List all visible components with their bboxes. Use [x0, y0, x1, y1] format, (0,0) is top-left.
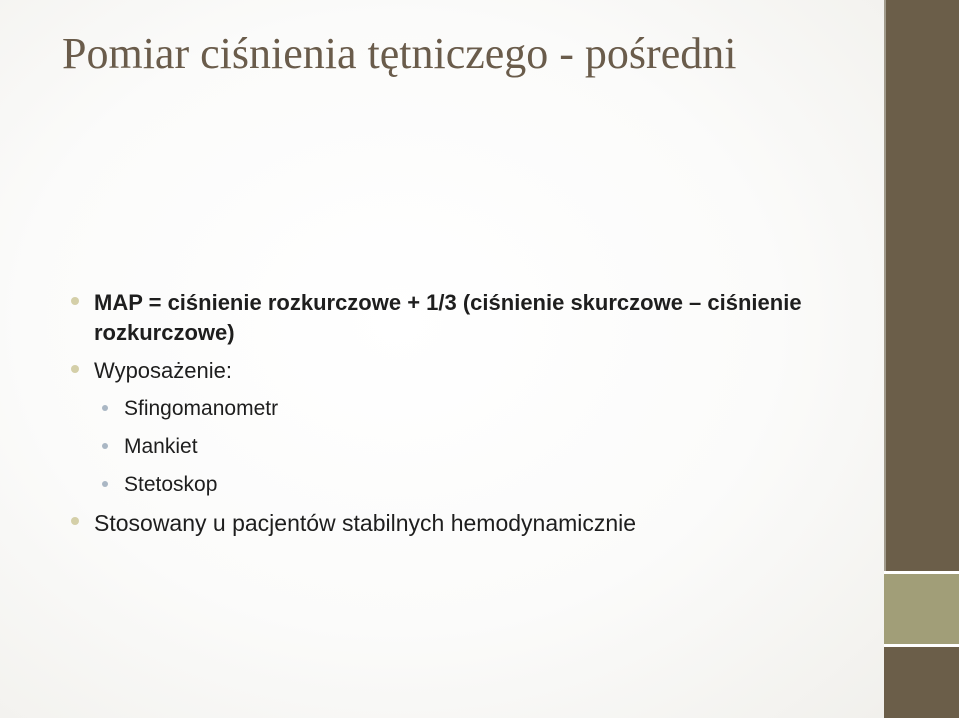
bullet-text: Mankiet	[124, 435, 198, 458]
slide-title: Pomiar ciśnienia tętniczego - pośredni	[62, 29, 737, 78]
sub-bullet-cuff	[62, 432, 862, 462]
bullet-dot-icon	[71, 297, 79, 305]
slide-content	[62, 288, 862, 546]
bullet-text: MAP = ciśnienie rozkurczowe + 1/3 (ciśnienie skurczowe – ciśnienie rozkurczowe)	[94, 290, 802, 345]
bullet-dot-icon	[71, 365, 79, 373]
sub-bullet-sphygmomanometer	[62, 394, 862, 424]
bullet-equipment	[62, 356, 862, 386]
bullet-text: Sfingomanometr	[124, 397, 279, 420]
sub-bullet-dot-icon	[102, 481, 108, 487]
bullet-usage	[62, 508, 862, 538]
side-stripe-dark	[884, 0, 959, 571]
sub-bullet-dot-icon	[102, 443, 108, 449]
bullet-text: Stetoskop	[124, 473, 218, 496]
bullet-dot-icon	[71, 517, 79, 525]
sub-bullet-dot-icon	[102, 405, 108, 411]
side-stripe-light	[884, 574, 959, 644]
bullet-map-formula	[62, 288, 862, 348]
bullet-text: Wyposażenie:	[94, 358, 232, 383]
bullet-text: Stosowany u pacjentów stabilnych hemodynamicznie	[94, 510, 637, 536]
sub-bullet-stethoscope	[62, 470, 862, 500]
side-stripe-dark-bottom	[884, 647, 959, 718]
